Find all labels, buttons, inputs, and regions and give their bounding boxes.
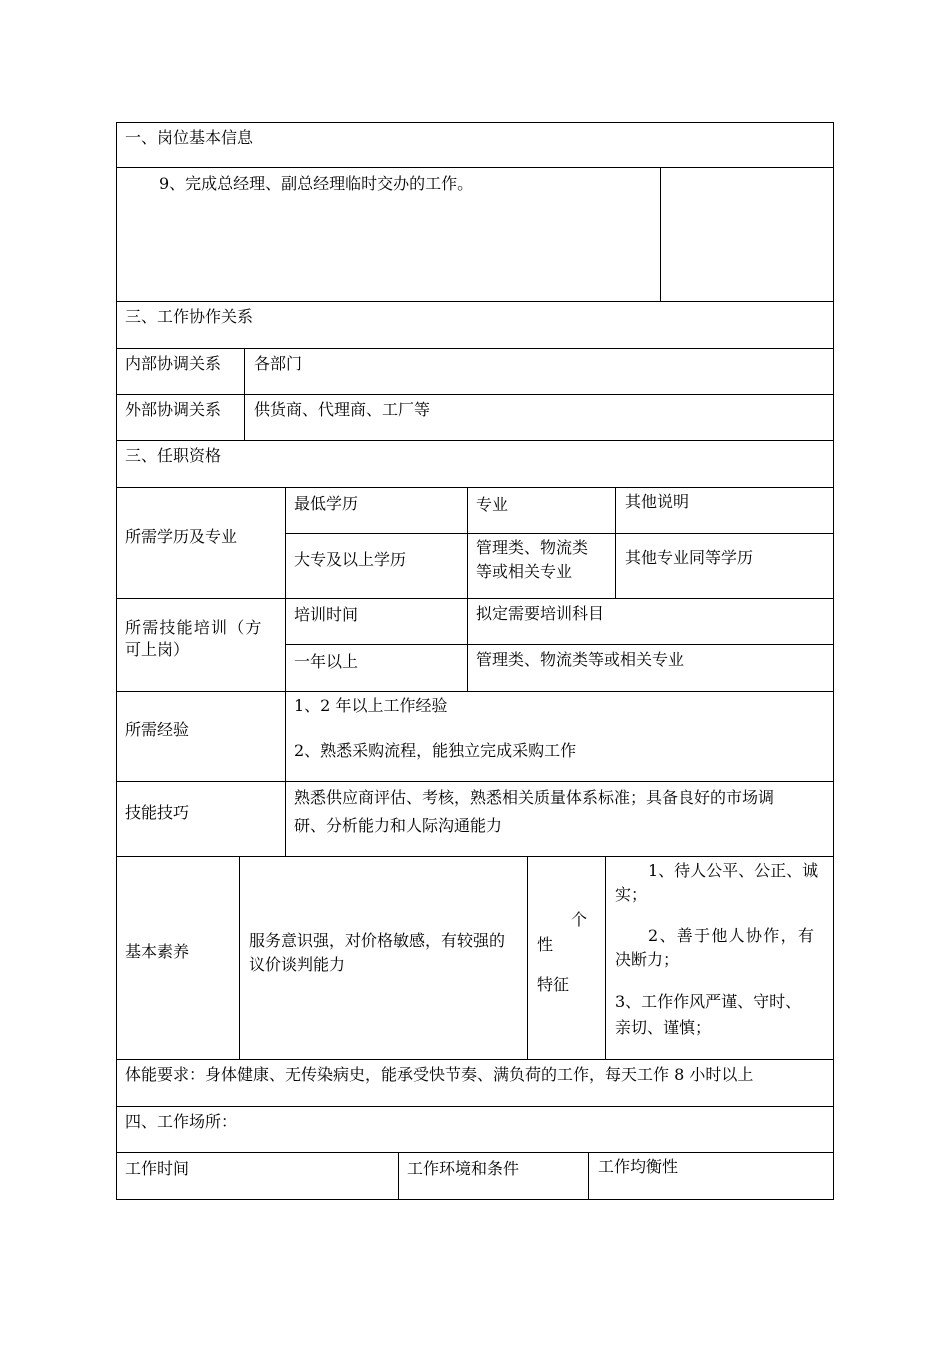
workplace-header-time: 工作时间 xyxy=(125,1159,190,1178)
experience-item: 1、2 年以上工作经验 xyxy=(294,696,448,715)
row-divider xyxy=(116,691,834,692)
education-header-notes: 其他说明 xyxy=(625,492,690,511)
education-label: 所需学历及专业 xyxy=(125,527,238,546)
subrow-divider xyxy=(285,533,834,534)
education-notes: 其他专业同等学历 xyxy=(625,548,754,567)
physical-requirement: 体能要求：身体健康、无传染病史，能承受快节奏、满负荷的工作，每天工作 8 小时以上 xyxy=(125,1065,754,1084)
col-divider xyxy=(615,487,616,598)
experience-item: 2、熟悉采购流程，能独立完成采购工作 xyxy=(294,741,577,760)
section-title: 一、岗位基本信息 xyxy=(125,128,254,147)
personality-label: 个 xyxy=(571,910,588,929)
skills-line2: 研、分析能力和人际沟通能力 xyxy=(294,816,503,835)
training-duration: 一年以上 xyxy=(294,652,359,671)
trait-item: 亲切、谨慎； xyxy=(615,1018,712,1037)
section-title: 三、工作协作关系 xyxy=(125,307,254,326)
col-divider xyxy=(239,856,240,1059)
quality-label: 基本素养 xyxy=(125,942,190,961)
duty-item: 9、完成总经理、副总经理临时交办的工作。 xyxy=(159,174,474,193)
row-divider xyxy=(116,1152,834,1153)
external-coordination-label: 外部协调关系 xyxy=(125,400,222,419)
trait-item: 决断力； xyxy=(615,950,680,969)
skills-label: 技能技巧 xyxy=(125,803,190,822)
row-divider xyxy=(116,856,834,857)
col-divider xyxy=(244,348,245,440)
training-header-subjects: 拟定需要培训科目 xyxy=(476,604,605,623)
row-divider xyxy=(116,394,834,395)
trait-item: 2、善于他人协作，有 xyxy=(648,926,816,945)
col-divider xyxy=(398,1152,399,1200)
col-divider xyxy=(467,487,468,691)
trait-item: 1、待人公平、公正、诚 xyxy=(648,861,819,880)
row-divider xyxy=(116,167,834,168)
training-label-line1: 所需技能培训（方 xyxy=(125,618,263,637)
col-divider xyxy=(527,856,528,1059)
education-major-line2: 等或相关专业 xyxy=(476,562,573,581)
row-divider xyxy=(116,598,834,599)
row-divider xyxy=(116,440,834,441)
experience-label: 所需经验 xyxy=(125,720,190,739)
row-divider xyxy=(116,1106,834,1107)
col-divider xyxy=(660,167,661,301)
quality-value-line1: 服务意识强，对价格敏感，有较强的 xyxy=(249,931,506,950)
training-label-line2: 可上岗） xyxy=(125,640,190,659)
training-subjects: 管理类、物流类等或相关专业 xyxy=(476,650,685,669)
row-divider xyxy=(116,301,834,302)
internal-coordination-label: 内部协调关系 xyxy=(125,354,222,373)
col-divider xyxy=(285,487,286,856)
section-title: 三、任职资格 xyxy=(125,446,222,465)
skills-line1: 熟悉供应商评估、考核，熟悉相关质量体系标准；具备良好的市场调 xyxy=(294,788,775,807)
education-min-degree: 大专及以上学历 xyxy=(294,550,407,569)
training-header-duration: 培训时间 xyxy=(294,605,359,624)
row-divider xyxy=(116,348,834,349)
row-divider xyxy=(116,487,834,488)
external-coordination-value: 供货商、代理商、工厂等 xyxy=(254,400,431,419)
row-divider xyxy=(116,1059,834,1060)
table-border xyxy=(116,122,834,1200)
workplace-header-balance: 工作均衡性 xyxy=(598,1157,679,1176)
col-divider xyxy=(605,856,606,1059)
education-header-min-degree: 最低学历 xyxy=(294,494,359,513)
quality-value-line2: 议价谈判能力 xyxy=(249,955,346,974)
workplace-header-environment: 工作环境和条件 xyxy=(407,1159,520,1178)
personality-label: 特征 xyxy=(537,975,570,994)
trait-item: 3、工作作风严谨、守时、 xyxy=(615,992,802,1011)
education-major-line1: 管理类、物流类 xyxy=(476,538,589,557)
section-title: 四、工作场所： xyxy=(125,1112,238,1131)
row-divider xyxy=(116,781,834,782)
subrow-divider xyxy=(285,644,834,645)
personality-label: 性 xyxy=(537,935,554,954)
internal-coordination-value: 各部门 xyxy=(254,354,303,373)
education-header-major: 专业 xyxy=(476,495,509,514)
col-divider xyxy=(588,1152,589,1200)
trait-item: 实； xyxy=(615,885,648,904)
